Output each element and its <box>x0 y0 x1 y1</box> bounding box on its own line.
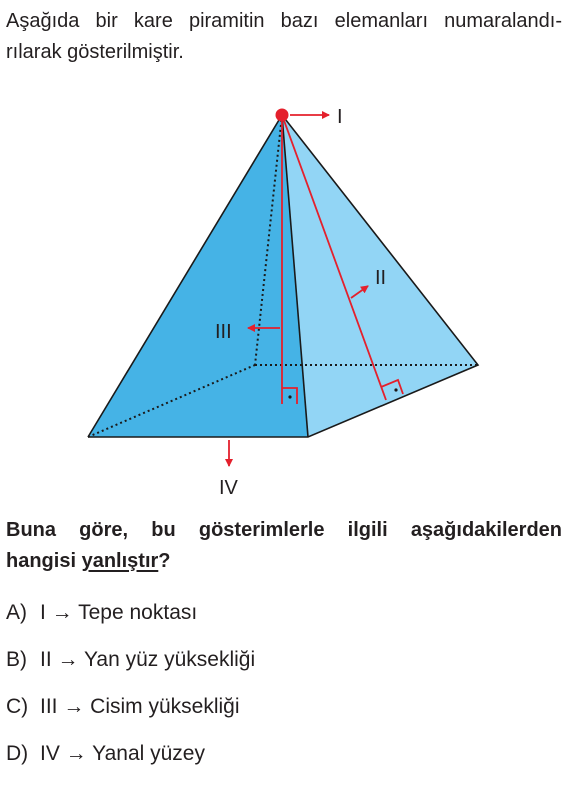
question-text <box>6 515 562 577</box>
option-letter: A) <box>6 601 27 624</box>
question-line-2 <box>6 546 562 577</box>
question-suffix: ? <box>158 550 171 572</box>
intro-line-1: Aşağıda bir kare piramitin bazı elemanları numaralandı- <box>6 10 562 32</box>
option-letter: B) <box>6 648 27 671</box>
option-text: I → Tepe noktası <box>40 601 198 624</box>
label-I: I <box>337 106 343 128</box>
question-prefix: hangisi <box>6 550 82 572</box>
question-line-1: Buna göre, bu gösterimlerle ilgili aşağıdakilerden <box>6 519 562 541</box>
option-text: II → Yan yüz yüksekliği <box>40 648 256 671</box>
apex-point <box>276 109 289 122</box>
option-text: IV → Yanal yüzey <box>40 742 205 765</box>
pyramid-figure <box>0 95 570 505</box>
intro-line-2: rılarak gösterilmiştir. <box>6 41 184 63</box>
label-II: II <box>375 267 387 289</box>
question-keyword: yanlıştır <box>81 550 159 572</box>
intro-text <box>6 6 562 68</box>
right-angle-dot <box>288 395 291 398</box>
option-c[interactable] <box>6 692 255 739</box>
label-III: III <box>215 321 232 343</box>
option-text: III → Cisim yüksekliği <box>40 695 240 718</box>
option-letter: C) <box>6 695 29 718</box>
answer-options <box>6 598 255 786</box>
option-b[interactable] <box>6 645 255 692</box>
right-angle-dot-slant <box>394 388 397 391</box>
option-d[interactable] <box>6 739 255 786</box>
option-a[interactable] <box>6 598 255 645</box>
option-letter: D) <box>6 742 29 765</box>
label-IV: IV <box>219 477 238 499</box>
